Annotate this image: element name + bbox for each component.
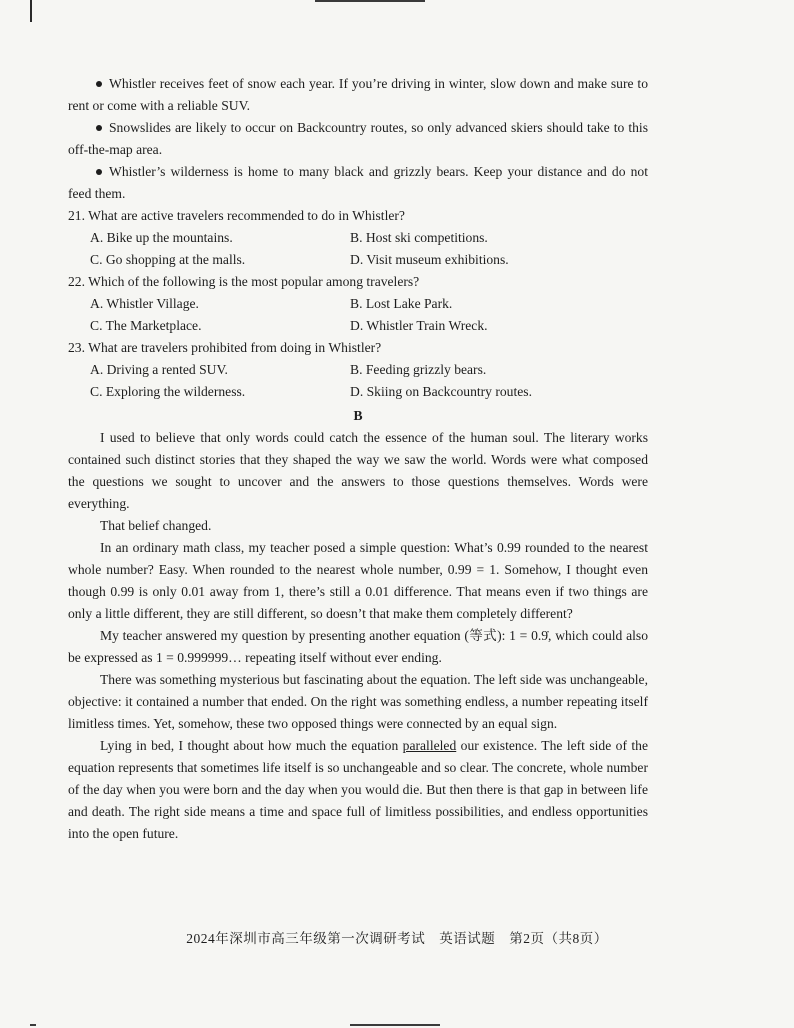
scan-edge-mark [30,0,32,22]
options-row [68,359,648,381]
tip-text: Whistler receives feet of snow each year. If you’re driving in winter, slow down and make sure to rent or come with a reliable SUV. [68,76,648,113]
passage-paragraph: In an ordinary math class, my teacher posed a simple question: What’s 0.99 rounded to the nearest whole number? Easy. When rounded to the nearest whole number, 0.99 = 1. Somehow, I thought even though 0.99 is only 0.01 away from 1, there’s still a 0.01 difference. That means even if two things are only a little different, they are still different, so doesn’t that make them completely different? [68,540,648,621]
options-row [68,315,648,337]
scan-edge-mark [350,1024,440,1026]
question-23 [68,337,648,403]
passage-paragraph [68,735,648,845]
paragraph-text: Lying in bed, I thought about how much the equation [100,738,403,753]
option-d: D. Skiing on Backcountry routes. [350,384,532,399]
scan-edge-mark [30,1024,36,1026]
passage-paragraph: I used to believe that only words could catch the essence of the human soul. The literary works contained such distinct stories that they shaped the way we saw the world. Words were what composed the questions we sought to uncover and the answers to those questions themselves. Words were everything. [68,430,648,511]
tip-text: Whistler’s wilderness is home to many black and grizzly bears. Keep your distance and do not feed them. [68,164,648,201]
options-row [68,293,648,315]
question-22 [68,271,648,337]
tip-text: Snowslides are likely to occur on Backcountry routes, so only advanced skiers should take to this off-the-map area. [68,120,648,157]
passage-paragraph: There was something mysterious but fascinating about the equation. The left side was unchangeable, objective: it contained a number that ended. On the right was something endless, a number repeating itself limitless times. Yet, somehow, these two opposed things were connected by an equal sign. [68,672,648,731]
tip-bullet [68,117,648,161]
option-a: A. Driving a rented SUV. [90,362,228,377]
option-a: A. Bike up the mountains. [90,230,233,245]
paragraph-text: our existence. The left side of the equation represents that sometimes life itself is so unchangeable and so clear. The concrete, whole number of the day when you were born and the day when you would die. But then there is that gap in between life and death. The right side means a time and space full of limitless possibilities, and endless opportunities into the open future. [68,738,648,841]
question-stem: 23. What are travelers prohibited from doing in Whistler? [68,340,382,355]
question-stem: 21. What are active travelers recommended to do in Whistler? [68,208,405,223]
question-stem: 22. Which of the following is the most popular among travelers? [68,274,420,289]
option-b: B. Lost Lake Park. [350,296,453,311]
option-b: B. Feeding grizzly bears. [350,362,487,377]
bullet-dot-icon [96,125,102,131]
page-footer: 2024年深圳市高三年级第一次调研考试 英语试题 第2页（共8页） [186,931,608,946]
option-a: A. Whistler Village. [90,296,199,311]
option-d: D. Visit museum exhibitions. [350,252,509,267]
options-row [68,249,648,271]
tip-bullet [68,161,648,205]
option-c: C. The Marketplace. [90,318,202,333]
page-content [68,73,648,845]
option-d: D. Whistler Train Wreck. [350,318,488,333]
passage-paragraph: My teacher answered my question by presenting another equation (等式): 1 = 0.9̇, which could also be expressed as 1 = 0.999999… repeating itself without ever ending. [68,628,648,665]
passage-paragraph: That belief changed. [100,518,212,533]
option-c: C. Go shopping at the malls. [90,252,246,267]
bullet-dot-icon [96,81,102,87]
option-b: B. Host ski competitions. [350,230,488,245]
section-heading: B [353,408,363,423]
scan-edge-mark [315,0,425,2]
underlined-word: paralleled [402,738,457,753]
option-c: C. Exploring the wilderness. [90,384,246,399]
options-row [68,227,648,249]
question-21 [68,205,648,271]
tip-bullet [68,73,648,117]
options-row [68,381,648,403]
bullet-dot-icon [96,169,102,175]
